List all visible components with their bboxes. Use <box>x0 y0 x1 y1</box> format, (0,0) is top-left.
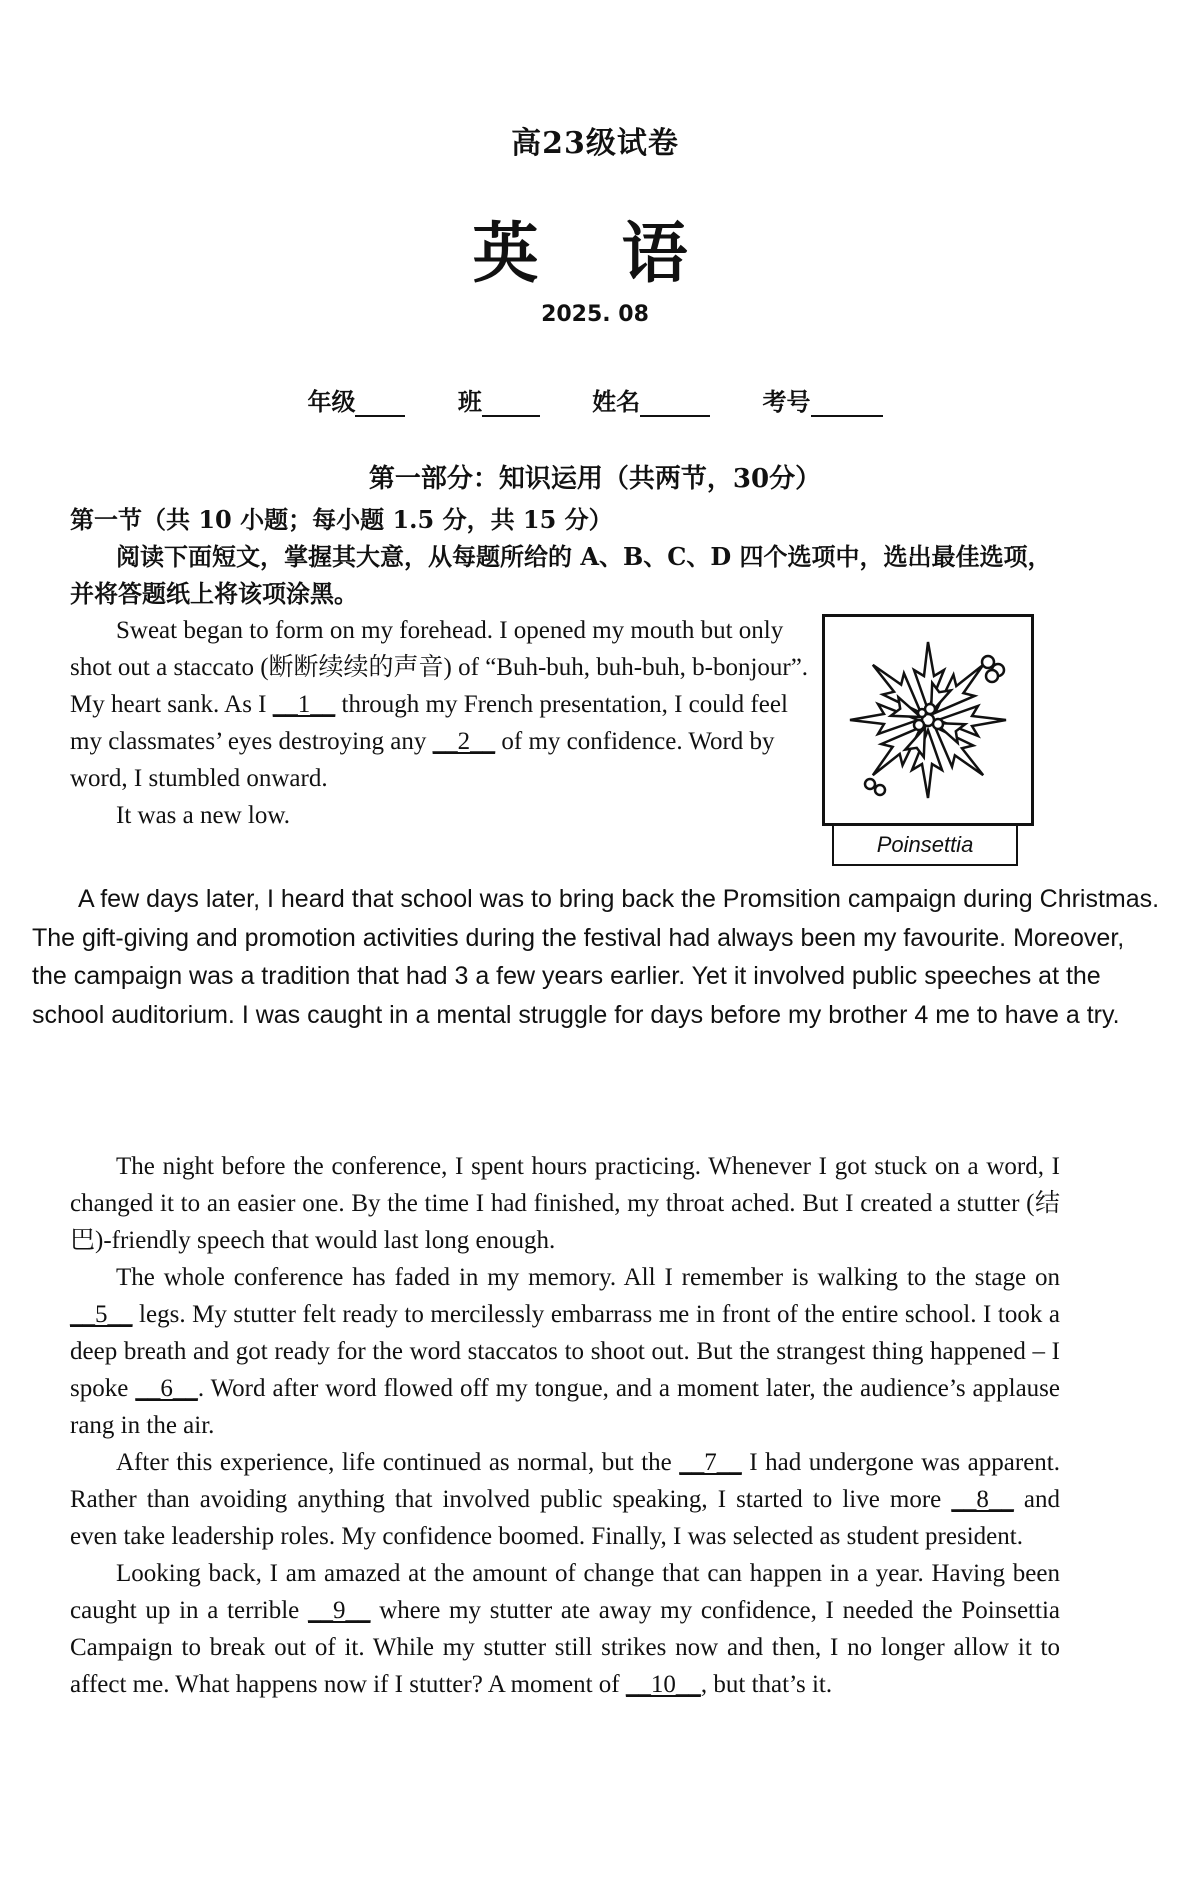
blank-7: __7__ <box>679 1449 742 1476</box>
exam-title: 英 语 <box>472 214 718 292</box>
student-info-fields <box>0 382 1190 417</box>
blank-1: __1__ <box>272 691 336 718</box>
exam-subtitle: 高23级试卷 <box>511 126 679 161</box>
paragraph-6: After this experience, life continued as normal, but the __7__ I had undergone was apparent. Rather than avoiding anything that involved public speaking, I started to live more __8__ and even take leadership roles. My confidence boomed. Finally, I was selected as student president. <box>70 1449 1060 1550</box>
paragraph-7: Looking back, I am amazed at the amount of change that can happen in a year. Having been caught up in a terrible __9__ where my stutter ate away my confidence, I needed the Poinsettia Campaign to break out of it. While my stutter still strikes now and then, I no longer allow it to affect me. What happens now if I stutter? A moment of __10__, but that’s it. <box>70 1560 1060 1698</box>
blank-6: __6__ <box>135 1375 198 1402</box>
passage-upper <box>70 612 810 834</box>
blank-10: __10__ <box>625 1671 701 1698</box>
poinsettia-flower-icon <box>825 617 1031 823</box>
paragraph-5: The whole conference has faded in my memory. All I remember is walking to the stage on __5__ legs. My stutter felt ready to mercilessly embarrass me in front of the entire school. I took a deep breath and got ready for the word staccatos to shoot out. But the strangest thing happened – I spoke __6__. Word after word flowed off my tongue, and a moment later, the audience’s applause rang in the air. <box>70 1264 1061 1439</box>
blank-9: __9__ <box>308 1597 371 1624</box>
paragraph-4: The night before the conference, I spent hours practicing. Whenever I got stuck on a word, I changed it to an easier one. By the time I had finished, my throat ached. But I created a stutter (结巴)-friendly speech that would last long enough. <box>70 1153 1060 1254</box>
class-field[interactable]: 班 <box>458 382 540 417</box>
paragraph-3: A few days later, I heard that school was to bring back the Promsition campaign during Christmas. The gift-giving and promotion activities during the festival had always been my favourite. Moreover, the campaign was a tradition that had 3 a few years earlier. Yet it involved public speeches at the school auditorium. I was caught in a mental struggle for days before my brother 4 me to have a try. <box>32 885 1160 1029</box>
exam-date: 2025. 08 <box>541 302 649 327</box>
passage-lower <box>70 1148 1060 1703</box>
blank-2: __2__ <box>432 728 496 755</box>
blank-5: __5__ <box>70 1301 133 1328</box>
exam-number-field[interactable]: 考号 <box>763 382 883 417</box>
name-field[interactable]: 姓名 <box>592 382 710 417</box>
paragraph-2: It was a new low. <box>116 802 291 829</box>
poinsettia-figure <box>822 614 1034 826</box>
grade-field[interactable]: 年级 <box>307 382 405 417</box>
instructions: 阅读下面短文，掌握其大意，从每题所给的 A、B、C、D 四个选项中，选出最佳选项，并将答题纸上将该项涂黑。 <box>70 542 1052 608</box>
section-heading: 第一节（共 10 小题；每小题 1.5 分，共 15 分） <box>70 505 613 534</box>
paragraph-1: Sweat began to form on my forehead. I opened my mouth but only shot out a staccato (断断续续的声音) of “Buh-buh, buh-buh, b-bonjour”. My heart sank. As I __1__ through my French presentation, I could feel my classmates’ eyes destroying any __2__ of my confidence. Word by word, I stumbled onward. <box>70 617 809 792</box>
blank-8: __8__ <box>951 1486 1014 1513</box>
part-heading: 第一部分：知识运用（共两节，30分） <box>368 464 822 494</box>
figure-caption: Poinsettia <box>832 826 1018 866</box>
